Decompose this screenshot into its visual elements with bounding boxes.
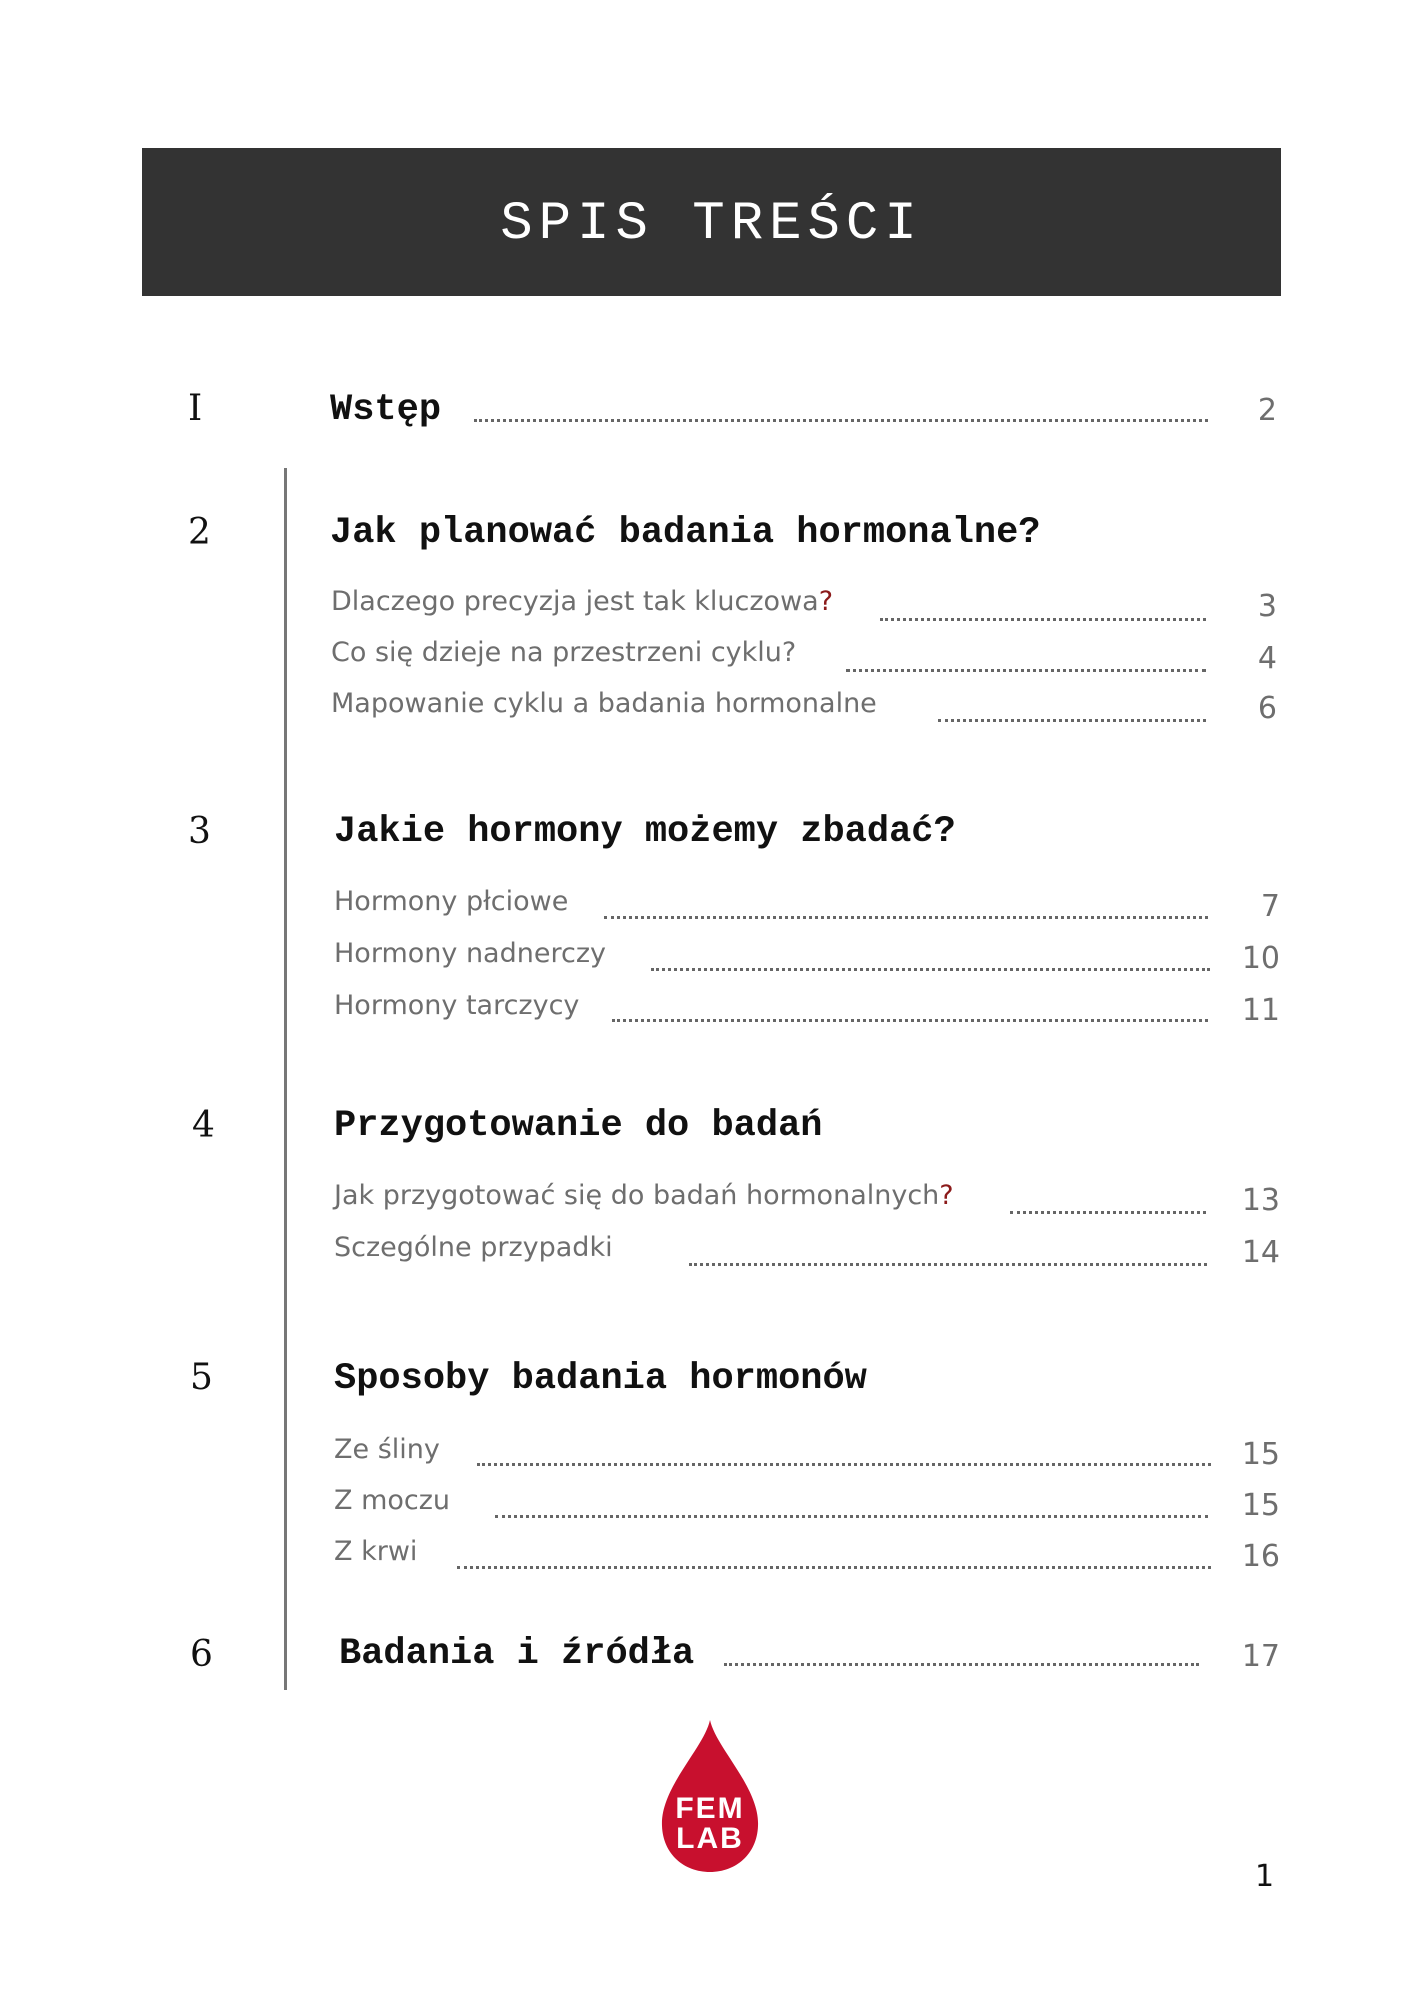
section-divider-line (284, 468, 287, 1690)
section-page: 17 (1241, 1639, 1280, 1674)
logo-text-line2: LAB (676, 1822, 744, 1855)
section-heading[interactable]: Wstęp (330, 389, 442, 431)
dot-leader (477, 1463, 1211, 1466)
toc-item[interactable]: Ze śliny (334, 1434, 440, 1465)
dot-leader (495, 1515, 1208, 1518)
page-number: 1 (1255, 1859, 1275, 1894)
item-page: 16 (1241, 1539, 1280, 1574)
item-page: 15 (1241, 1437, 1280, 1472)
toc-item[interactable]: Hormony nadnerczy (334, 938, 606, 969)
logo-text-line1: FEM (675, 1792, 745, 1825)
dot-leader (938, 719, 1206, 722)
dot-leader (846, 669, 1206, 672)
dot-leader (724, 1663, 1199, 1666)
item-page: 15 (1241, 1488, 1280, 1523)
toc-item[interactable]: Jak przygotować się do badań hormonalnych? (334, 1180, 954, 1211)
toc-item[interactable]: Hormony tarczycy (334, 990, 580, 1021)
item-page: 14 (1241, 1235, 1280, 1270)
section-page: 2 (1257, 393, 1277, 428)
section-heading[interactable]: Jakie hormony możemy zbadać? (334, 811, 956, 853)
dot-leader (457, 1566, 1211, 1569)
section-heading[interactable]: Jak planować badania hormonalne? (330, 512, 1041, 554)
item-page: 4 (1257, 641, 1277, 676)
item-page: 7 (1260, 889, 1280, 924)
dot-leader (651, 968, 1210, 971)
item-page: 6 (1257, 691, 1277, 726)
section-number: 5 (190, 1357, 213, 1398)
section-heading[interactable]: Przygotowanie do badań (334, 1105, 823, 1147)
dot-leader (880, 618, 1206, 621)
item-page: 3 (1257, 589, 1277, 624)
toc-item[interactable]: Sczególne przypadki (334, 1232, 613, 1263)
section-number: 6 (190, 1634, 213, 1675)
dot-leader (604, 916, 1208, 919)
section-heading[interactable]: Sposoby badania hormonów (334, 1358, 867, 1400)
item-page: 13 (1241, 1183, 1280, 1218)
dot-leader (689, 1263, 1207, 1266)
toc-item[interactable]: Dlaczego precyzja jest tak kluczowa? (331, 586, 834, 617)
dot-leader (612, 1019, 1208, 1022)
femlab-logo (658, 1718, 762, 1874)
toc-item[interactable]: Co się dzieje na przestrzeni cyklu? (331, 637, 797, 668)
item-page: 10 (1241, 941, 1280, 976)
title-banner (142, 148, 1281, 296)
page-title: SPIS TREŚCI (500, 193, 923, 255)
dot-leader (474, 419, 1208, 422)
item-page: 11 (1241, 993, 1280, 1028)
toc-item[interactable]: Mapowanie cyklu a badania hormonalne (331, 688, 877, 719)
dot-leader (1010, 1211, 1206, 1214)
section-number: I (188, 388, 203, 429)
section-number: 3 (188, 811, 211, 852)
toc-item[interactable]: Z krwi (334, 1536, 418, 1567)
section-heading[interactable]: Badania i źródła (339, 1633, 695, 1675)
toc-item[interactable]: Hormony płciowe (334, 886, 569, 917)
section-number: 2 (188, 512, 211, 553)
section-number: 4 (192, 1105, 215, 1146)
toc-item[interactable]: Z moczu (334, 1485, 451, 1516)
